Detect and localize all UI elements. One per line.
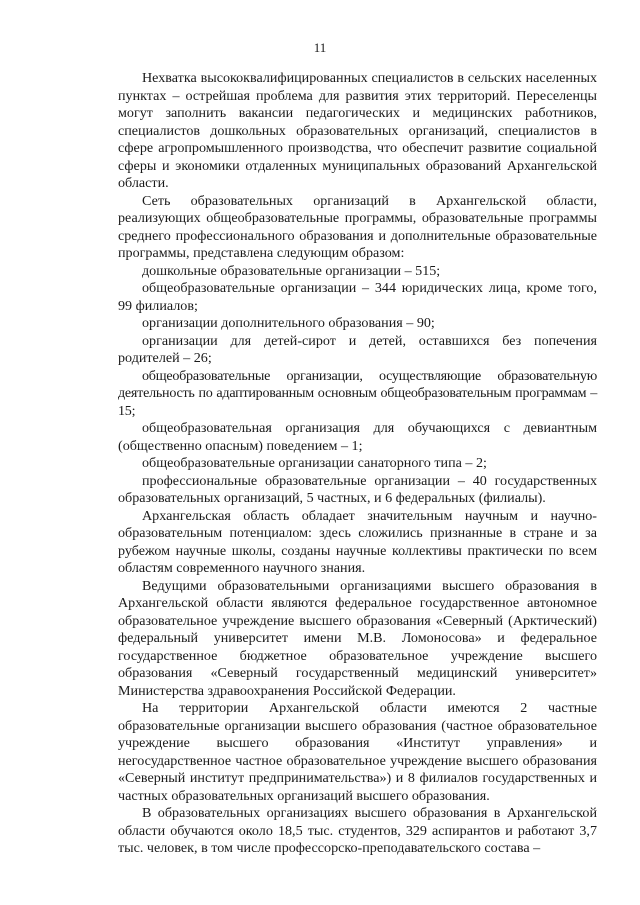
list-item-sanatorium: общеобразовательные организации санаторного типа – 2; <box>142 455 487 471</box>
page-number: 11 <box>313 40 327 55</box>
paragraph-network-intro: Сеть образовательных организаций в Архангельской области, реализующих общеобразовательные программы, образовательные программы среднего профессионального образования и дополнительные образовательные программы, представлена следующим образом: <box>118 192 597 261</box>
list-item-general-education: общеобразовательные организации – 344 юридических лица, кроме того, 99 филиалов; <box>118 280 597 314</box>
list-item-preschool: дошкольные образовательные организации – 515; <box>142 262 441 279</box>
list-item-professional: профессиональные образовательные организации – 40 государственных образовательных организаций, 5 частных, и 6 федеральных (филиалы). <box>118 472 597 506</box>
document-body <box>118 70 597 858</box>
list-item-additional-education: организации дополнительного образования – 90; <box>142 315 435 331</box>
paragraph-leading-universities: Ведущими образовательными организациями высшего образования в Архангельской области являются федеральное государственное автономное образовательное учреждение высшего образования «Северный (Арктический) федеральный университет имени М.В. Ломоносова» и федеральное государственное бюджетное образовательное учреждение высшего образования «Северный государственный медицинский университет» Министерства здравоохранения Российской Федерации. <box>118 577 597 699</box>
list-item-deviant-behavior: общеобразовательная организация для обучающихся с девиантным (общественно опасным) поведением – 1; <box>118 420 597 454</box>
list-item-orphans: организации для детей-сирот и детей, оставшихся без попечения родителей – 26; <box>118 332 597 366</box>
paragraph-student-numbers: В образовательных организациях высшего образования в Архангельской области обучаются около 18,5 тыс. студентов, 329 аспирантов и работают 3,7 тыс. человек, в том числе профессорско-преподавательского состава – <box>118 805 597 856</box>
paragraph-private-universities: На территории Архангельской области имеются 2 частные образовательные организации высшего образования (частное образовательное учреждение высшего образования «Институт управления» и негосударственное частное образовательное учреждение высшего образования «Северный институт предпринимательства») и 8 филиалов государственных и частных образовательных организаций высшего образования. <box>118 700 597 804</box>
list-item-adapted-programs: общеобразовательные организации, осуществляющие образовательную деятельность по адаптированным основным общеобразовательным программам – 15; <box>118 367 597 419</box>
paragraph-rural-specialists: Нехватка высококвалифицированных специалистов в сельских населенных пунктах – острейшая проблема для развития этих территорий. Переселенцы могут заполнить вакансии педагогических и медицинских работников, специалистов дошкольных образовательных организаций, специалистов в сфере агропромышленного производства, что обеспечит развитие социальной сферы и экономики отдаленных муниципальных образований Архангельской области. <box>118 70 597 191</box>
paragraph-scientific-potential: Архангельская область обладает значительным научным и научно-образовательным потенциалом: здесь сложились признанные в стране и за рубежом научные школы, созданы научные коллективы практически по всем областям современного научного знания. <box>118 507 597 576</box>
